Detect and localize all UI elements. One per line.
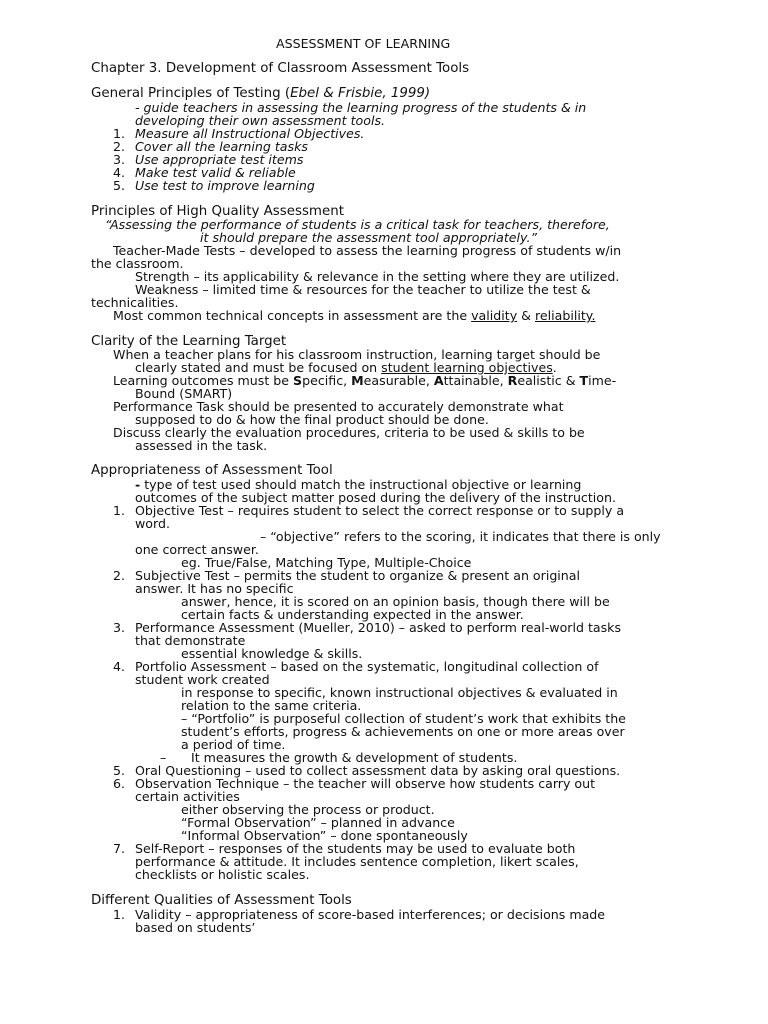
underlined-term: student learning objectives [381,360,553,375]
list-item-line: certain facts & understanding expected in the answer. [181,607,524,622]
list-item: Make test valid & reliable [135,165,296,180]
validity-term: validity [471,308,518,323]
list-number: 3. [113,152,126,167]
smart-letter: T [579,373,589,388]
list-item-line: relation to the same criteria. [181,698,362,713]
list-item: Oral Questioning – used to collect assessment data by asking oral questions. [135,763,621,778]
list-item-line: one correct answer. [135,542,259,557]
list-number: 1. [113,503,126,518]
text-span: ime- [588,373,617,388]
list-item-line: a period of time. [181,737,286,752]
clarity-heading: Clarity of the Learning Target [91,334,287,349]
smart-letter: R [507,373,518,388]
list-item-line: student’s efforts, progress & achievements on one or more areas over [181,724,625,739]
paragraph-line [113,309,595,322]
list-item: Validity – appropriateness of score-based interferences; or decisions made [135,907,606,922]
paragraph-line: Strength – its applicability & relevance in the setting where they are utilized. [135,269,620,284]
text-span: Learning outcomes must be [113,373,294,388]
list-item: Use appropriate test items [135,152,304,167]
list-item: Subjective Test – permits the student to organize & present an original [135,568,581,583]
heading-text: General Principles of Testing ( [91,86,291,101]
appropriateness-heading: Appropriateness of Assessment Tool [91,463,333,478]
list-item-line: either observing the process or product. [181,802,435,817]
paragraph-line: Discuss clearly the evaluation procedures, criteria to be used & skills to be [113,425,585,440]
text-span: pecific, [302,373,352,388]
list-number: 5. [113,763,126,778]
text-span: Most common technical concepts in assessment are the [113,308,472,323]
paragraph-line: Performance Task should be presented to accurately demonstrate what [113,399,564,414]
list-item-line: eg. True/False, Matching Type, Multiple-Choice [181,555,472,570]
list-item-line: in response to specific, known instructional objectives & evaluated in [181,685,618,700]
smart-letter: M [351,373,364,388]
list-item-line: checklists or holistic scales. [135,867,310,882]
list-item-line: “Formal Observation” – planned in advance [181,815,455,830]
list-item-line: certain activities [135,789,240,804]
text-span: ealistic & [517,373,580,388]
list-item-line: – “Portfolio” is purposeful collection of student’s work that exhibits the [181,711,626,726]
list-item: Measure all Instructional Objectives. [135,126,365,141]
paragraph-line: assessed in the task. [135,438,268,453]
paragraph-line: When a teacher plans for his classroom instruction, learning target should be [113,347,601,362]
quote-line: “Assessing the performance of students is a critical task for teachers, therefore, [105,217,610,232]
list-item-line: performance & attitude. It includes sentence completion, likert scales, [135,854,579,869]
paragraph-line: outcomes of the subject matter posed during the delivery of the instruction. [135,490,616,505]
text-span: clearly stated and must be focused on [135,360,382,375]
paragraph-line: Teacher-Made Tests – developed to assess the learning progress of students w/in [113,243,622,258]
list-item: Cover all the learning tasks [135,139,308,154]
list-number: 4. [113,659,126,674]
list-item-line: answer, hence, it is scored on an opinion basis, though there will be [181,594,610,609]
list-item-line: “Informal Observation” – done spontaneously [181,828,468,843]
list-number: 2. [113,139,126,154]
quote-line: it should prepare the assessment tool appropriately.” [200,230,538,245]
list-number: 2. [113,568,126,583]
heading-author: Ebel & Frisbie [290,86,383,101]
list-item-line: It measures the growth & development of students. [191,750,518,765]
list-item: Self-Report – responses of the students may be used to evaluate both [135,841,576,856]
document-title: ASSESSMENT OF LEARNING [276,36,451,51]
list-item-line: word. [135,516,170,531]
list-item: Objective Test – requires student to select the correct response or to supply a [135,503,625,518]
paragraph-line: supposed to do & how the final product should be done. [135,412,489,427]
text-span: ttainable, [443,373,508,388]
text-span: type of test used should match the instructional objective or learning [140,477,582,492]
smart-letter: A [433,373,444,388]
list-item-line: essential knowledge & skills. [181,646,363,661]
list-number: 1. [113,126,126,141]
list-item-dash: – [160,750,167,765]
list-item: Portfolio Assessment – based on the systematic, longitudinal collection of [135,659,599,674]
text-span: & [517,308,535,323]
smart-letter: S [293,373,303,388]
general-intro-line: - guide teachers in assessing the learning progress of the students & in [135,100,587,115]
chapter-heading: Chapter 3. Development of Classroom Assessment Tools [91,61,470,76]
list-item-line: – “objective” refers to the scoring, it indicates that there is only [260,529,661,544]
list-item-line: student work created [135,672,270,687]
list-item-line: answer. It has no specific [135,581,294,596]
paragraph-line: Bound (SMART) [135,386,233,401]
list-item: Performance Assessment (Mueller, 2010) – asked to perform real-world tasks [135,620,622,635]
general-principles-heading [91,87,430,100]
text-span: easurable, [363,373,434,388]
list-number: 6. [113,776,126,791]
list-item: Observation Technique – the teacher will observe how students carry out [135,776,596,791]
text-span: . [552,360,557,375]
general-intro-line: developing their own assessment tools. [135,113,386,128]
paragraph-line: technicalities. [91,295,179,310]
list-item-line: based on students’ [135,920,256,935]
dash: - [135,477,141,492]
list-item-line: that demonstrate [135,633,246,648]
paragraph-line: Weakness – limited time & resources for the teacher to utilize the test & [135,282,591,297]
list-number: 5. [113,178,126,193]
list-number: 4. [113,165,126,180]
list-item: Use test to improve learning [135,178,315,193]
paragraph-line: the classroom. [91,256,184,271]
reliability-term: reliability. [535,308,596,323]
qualities-heading: Different Qualities of Assessment Tools [91,893,352,908]
high-quality-heading: Principles of High Quality Assessment [91,204,344,219]
list-number: 3. [113,620,126,635]
heading-year: , 1999) [382,86,431,101]
list-number: 1. [113,907,126,922]
list-number: 7. [113,841,126,856]
